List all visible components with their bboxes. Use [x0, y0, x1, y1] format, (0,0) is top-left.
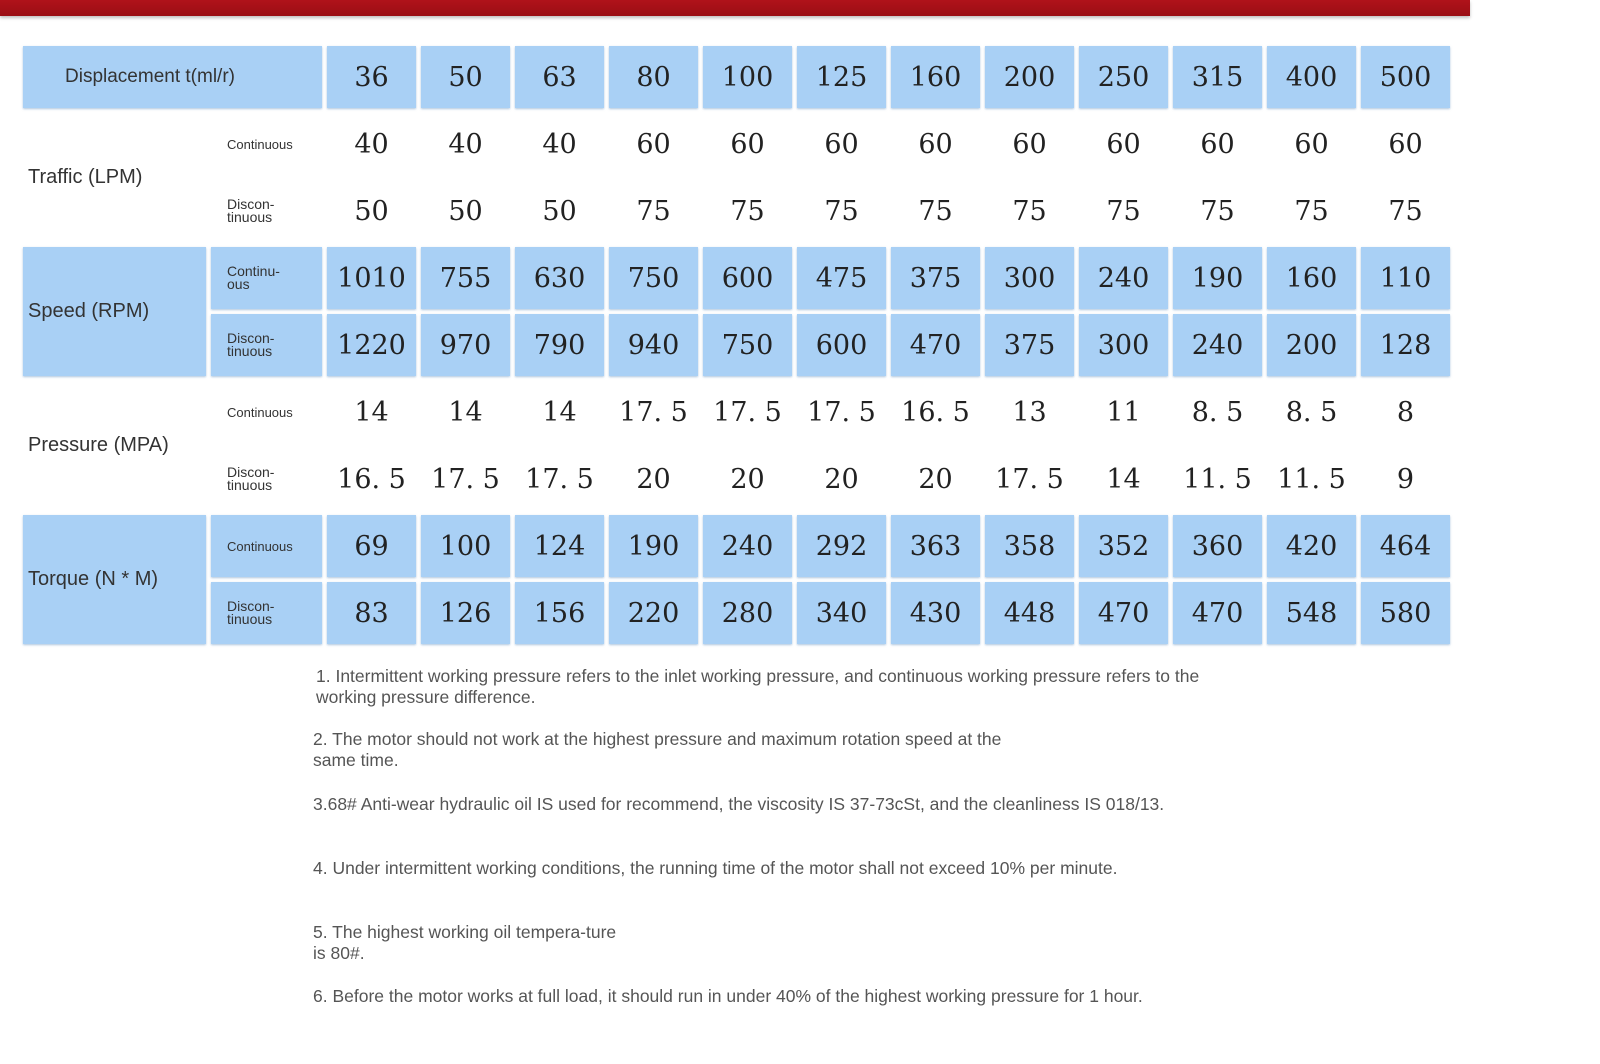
- traffic-discontinuous-label: Discon- tinuous: [227, 196, 275, 225]
- traffic-continuous-label: Continuous: [227, 136, 293, 152]
- traffic-continuous-row: [23, 113, 1450, 175]
- pressure-continuous-value: 16. 5: [901, 396, 970, 428]
- torque-discontinuous-value: 156: [515, 582, 604, 644]
- traffic-discontinuous-value: 50: [542, 195, 577, 227]
- speed-discontinuous-value: 128: [1361, 314, 1450, 376]
- torque-group-label: Torque (N * M): [23, 515, 206, 644]
- torque-discontinuous-row: [23, 582, 1450, 644]
- displacement-value: 80: [609, 46, 698, 108]
- pressure-group-label: Pressure (MPA): [28, 434, 169, 456]
- speed-discontinuous-row: [23, 314, 1450, 376]
- traffic-discontinuous-value: 75: [918, 195, 953, 227]
- traffic-continuous-value: 40: [354, 128, 389, 160]
- note-1: 1. Intermittent working pressure refers to the inlet working pressure, and continuous working pressure refers to the working pressure difference.: [316, 666, 1200, 707]
- pressure-continuous-value: 13: [1012, 396, 1047, 428]
- pressure-discontinuous-label: Discon- tinuous: [227, 464, 275, 493]
- torque-discontinuous-value: 548: [1267, 582, 1356, 644]
- traffic-discontinuous-value: 75: [824, 195, 859, 227]
- pressure-continuous-value: 8. 5: [1285, 396, 1338, 428]
- torque-discontinuous-label: Discon- tinuous: [211, 582, 322, 644]
- speed-continuous-label: Continu- ous: [211, 247, 322, 309]
- speed-continuous-value: 600: [703, 247, 792, 309]
- note-4: 4. Under intermittent working conditions, the running time of the motor shall not exceed 10% per minute.: [313, 858, 1118, 878]
- traffic-discontinuous-value: 75: [1012, 195, 1047, 227]
- pressure-discontinuous-value: 14: [1106, 463, 1141, 495]
- pressure-continuous-value: 14: [354, 396, 389, 428]
- displacement-value: 63: [515, 46, 604, 108]
- speed-discontinuous-value: 750: [703, 314, 792, 376]
- torque-discontinuous-value: 220: [609, 582, 698, 644]
- pressure-continuous-value: 8: [1396, 396, 1415, 428]
- speed-continuous-value: 240: [1079, 247, 1168, 309]
- pressure-continuous-value: 17. 5: [807, 396, 876, 428]
- traffic-continuous-value: 60: [1012, 128, 1047, 160]
- speed-continuous-value: 755: [421, 247, 510, 309]
- speed-group-label: Speed (RPM): [23, 247, 206, 376]
- traffic-continuous-value: 60: [918, 128, 953, 160]
- speed-continuous-value: 110: [1361, 247, 1450, 309]
- speed-continuous-value: 475: [797, 247, 886, 309]
- torque-continuous-value: 358: [985, 515, 1074, 577]
- displacement-value: 100: [703, 46, 792, 108]
- pressure-discontinuous-value: 11. 5: [1183, 463, 1252, 495]
- traffic-discontinuous-value: 75: [1106, 195, 1141, 227]
- speed-discontinuous-value: 600: [797, 314, 886, 376]
- pressure-discontinuous-value: 20: [636, 463, 671, 495]
- traffic-continuous-value: 60: [824, 128, 859, 160]
- note-6: 6. Before the motor works at full load, it should run in under 40% of the highest working pressure for 1 hour.: [313, 986, 1143, 1006]
- speed-continuous-value: 630: [515, 247, 604, 309]
- traffic-discontinuous-value: 75: [1388, 195, 1423, 227]
- speed-discontinuous-value: 1220: [327, 314, 416, 376]
- traffic-continuous-value: 60: [730, 128, 765, 160]
- torque-discontinuous-value: 340: [797, 582, 886, 644]
- pressure-discontinuous-value: 17. 5: [431, 463, 500, 495]
- pressure-discontinuous-value: 20: [824, 463, 859, 495]
- speed-discontinuous-value: 970: [421, 314, 510, 376]
- torque-continuous-value: 190: [609, 515, 698, 577]
- top-accent-bar: [0, 0, 1470, 16]
- displacement-value: 500: [1361, 46, 1450, 108]
- torque-continuous-value: 292: [797, 515, 886, 577]
- torque-continuous-value: 464: [1361, 515, 1450, 577]
- torque-continuous-value: 240: [703, 515, 792, 577]
- torque-discontinuous-value: 280: [703, 582, 792, 644]
- traffic-discontinuous-value: 75: [730, 195, 765, 227]
- note-2: 2. The motor should not work at the highest pressure and maximum rotation speed at the same time.: [313, 729, 1002, 770]
- torque-continuous-value: 420: [1267, 515, 1356, 577]
- speed-continuous-value: 375: [891, 247, 980, 309]
- speed-discontinuous-value: 790: [515, 314, 604, 376]
- displacement-value: 200: [985, 46, 1074, 108]
- pressure-continuous-value: 17. 5: [619, 396, 688, 428]
- traffic-continuous-value: 60: [636, 128, 671, 160]
- torque-continuous-value: 363: [891, 515, 980, 577]
- traffic-discontinuous-value: 75: [1200, 195, 1235, 227]
- note-5: 5. The highest working oil tempera-ture is 80#.: [313, 922, 617, 963]
- pressure-continuous-value: 14: [448, 396, 483, 428]
- torque-discontinuous-value: 126: [421, 582, 510, 644]
- speed-discontinuous-value: 300: [1079, 314, 1168, 376]
- displacement-row: [23, 46, 1450, 108]
- pressure-continuous-value: 8. 5: [1191, 396, 1244, 428]
- traffic-continuous-value: 60: [1200, 128, 1235, 160]
- displacement-value: 50: [421, 46, 510, 108]
- torque-continuous-value: 360: [1173, 515, 1262, 577]
- traffic-continuous-value: 40: [448, 128, 483, 160]
- pressure-discontinuous-row: [23, 448, 1450, 510]
- displacement-value: 36: [327, 46, 416, 108]
- torque-discontinuous-value: 470: [1079, 582, 1168, 644]
- torque-continuous-value: 124: [515, 515, 604, 577]
- spec-table: [18, 41, 1455, 649]
- traffic-continuous-value: 60: [1388, 128, 1423, 160]
- pressure-discontinuous-value: 20: [730, 463, 765, 495]
- speed-continuous-value: 1010: [327, 247, 416, 309]
- speed-discontinuous-value: 240: [1173, 314, 1262, 376]
- speed-continuous-value: 300: [985, 247, 1074, 309]
- displacement-label: Displacement t(ml/r): [23, 46, 322, 108]
- pressure-discontinuous-value: 17. 5: [525, 463, 594, 495]
- speed-continuous-value: 160: [1267, 247, 1356, 309]
- torque-discontinuous-value: 580: [1361, 582, 1450, 644]
- pressure-discontinuous-value: 16. 5: [337, 463, 406, 495]
- speed-continuous-value: 190: [1173, 247, 1262, 309]
- pressure-discontinuous-value: 9: [1396, 463, 1415, 495]
- pressure-discontinuous-value: 11. 5: [1277, 463, 1346, 495]
- displacement-value: 400: [1267, 46, 1356, 108]
- traffic-continuous-value: 40: [542, 128, 577, 160]
- traffic-continuous-value: 60: [1294, 128, 1329, 160]
- speed-continuous-value: 750: [609, 247, 698, 309]
- torque-continuous-value: 100: [421, 515, 510, 577]
- traffic-group-label: Traffic (LPM): [28, 166, 143, 188]
- traffic-continuous-value: 60: [1106, 128, 1141, 160]
- torque-discontinuous-value: 448: [985, 582, 1074, 644]
- speed-discontinuous-value: 200: [1267, 314, 1356, 376]
- torque-continuous-row: [23, 515, 1450, 577]
- torque-continuous-label: Continuous: [211, 515, 322, 577]
- pressure-discontinuous-value: 17. 5: [995, 463, 1064, 495]
- pressure-continuous-label: Continuous: [227, 404, 293, 420]
- traffic-discontinuous-row: [23, 180, 1450, 242]
- speed-discontinuous-value: 470: [891, 314, 980, 376]
- pressure-discontinuous-value: 20: [918, 463, 953, 495]
- traffic-discontinuous-value: 50: [448, 195, 483, 227]
- torque-continuous-value: 69: [327, 515, 416, 577]
- torque-continuous-value: 352: [1079, 515, 1168, 577]
- displacement-value: 125: [797, 46, 886, 108]
- pressure-continuous-value: 17. 5: [713, 396, 782, 428]
- traffic-discontinuous-value: 75: [1294, 195, 1329, 227]
- traffic-discontinuous-value: 50: [354, 195, 389, 227]
- torque-discontinuous-value: 470: [1173, 582, 1262, 644]
- speed-discontinuous-value: 940: [609, 314, 698, 376]
- pressure-continuous-value: 14: [542, 396, 577, 428]
- traffic-discontinuous-value: 75: [636, 195, 671, 227]
- pressure-continuous-row: [23, 381, 1450, 443]
- pressure-continuous-value: 11: [1106, 396, 1141, 428]
- torque-discontinuous-value: 83: [327, 582, 416, 644]
- displacement-value: 315: [1173, 46, 1262, 108]
- displacement-value: 160: [891, 46, 980, 108]
- speed-discontinuous-value: 375: [985, 314, 1074, 376]
- note-3: 3.68# Anti-wear hydraulic oil IS used for recommend, the viscosity IS 37-73cSt, and the cleanliness IS 018/13.: [313, 794, 1165, 814]
- speed-continuous-row: [23, 247, 1450, 309]
- speed-discontinuous-label: Discon- tinuous: [211, 314, 322, 376]
- torque-discontinuous-value: 430: [891, 582, 980, 644]
- displacement-value: 250: [1079, 46, 1168, 108]
